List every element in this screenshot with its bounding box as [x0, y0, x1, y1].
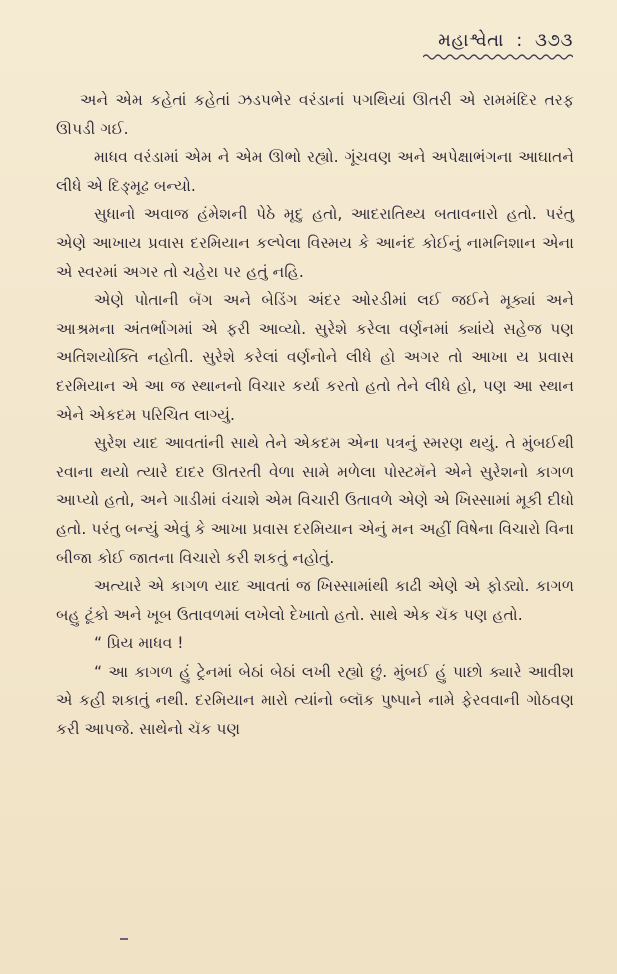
book-title: મહાશ્વેતા: [438, 30, 504, 51]
header-line: [423, 30, 573, 51]
paragraph-1: અને એમ કહેતાં કહેતાં ઝડપભેર વરંડાનાં પગથિયાં ઊતરી એ રામમંદિર તરફ ઊપડી ગઈ.: [56, 91, 574, 138]
paragraph-3: સુધાનો અવાજ હંમેશની પેઠે મૃદુ હતો, આદરાતિથ્ય બતાવનારો હતો. પરંતુ એણે આખાય પ્રવાસ દરમિયાન કલ્પેલા વિસ્મય કે આનંદ કોઈનું નામનિશાન એના એ સ્વરમાં અગર તો ચહેરા પર હતું નહિ.: [56, 205, 574, 281]
paragraph-4: એણે પોતાની બૅગ અને બેડિંગ અંદર ઓરડીમાં લઈ જઈને મૂક્યાં અને આશ્રમના અંતર્ભાગમાં એ ફરી આવ્યો. સુરેશે કરેલા વર્ણનમાં ક્યાંયે સહેજ પણ અતિશયોક્તિ નહોતી. સુરેશે કરેલાં વર્ણનોને લીધે હો અગર તો આખા ય પ્રવાસ દરમિયાન એ આ જ સ્થાનનો વિચાર કર્યા કરતો હતો તેને લીધે હો, પણ આ સ્થાન એને એકદમ પરિચિત લાગ્યું.: [56, 291, 574, 424]
page-number: ૩૭૩: [535, 30, 573, 51]
paragraph-2: માધવ વરંડામાં એમ ને એમ ઊભો રહ્યો. ગૂંચવણ અને અપેક્ષાભંગના આઘાતને લીધે એ દિઙ્મૂઢ બન્યો.: [56, 148, 574, 195]
letter-body: “ આ કાગળ હું ટ્રેનમાં બેઠાં બેઠાં લખી રહ્યો છું. મુંબઈ હું પાછો ક્યારે આવીશ એ કહી શકાતું નથી. દરમિયાન મારો ત્યાંનો બ્લૉક પુષ્પાને નામે ફેરવવાની ગોઠવણ કરી આપજે. સાથેનો ચૅક પણ: [56, 662, 574, 739]
paragraph-5: સુરેશ યાદ આવતાંની સાથે તેને એકદમ એના પત્રનું સ્મરણ થયું. તે મુંબઈથી રવાના થયો ત્યારે દાદર ઊતરતી વેળા સામે મળેલા પોસ્ટમૅને એને સુરેશનો કાગળ આપ્યો હતો, અને ગાડીમાં વંચાશે એમ વિચારી ઉતાવળે એણે એ ખિસ્સામાં મૂકી દીધો હતો. પરંતુ બન્યું એવું કે આખા પ્રવાસ દરમિયાન એનું મન અહીં વિષેના વિચારો વિના બીજા કોઈ જાતના વિચારો કરી શકતું નહોતું.: [56, 434, 574, 567]
page-body: [56, 86, 574, 744]
letter-salutation: “ પ્રિય માધવ !: [94, 634, 184, 653]
running-header: [423, 30, 573, 61]
footer-dash-mark: [120, 938, 128, 940]
wavy-rule-ornament: [423, 53, 573, 61]
paragraph-6: અત્યારે એ કાગળ યાદ આવતાં જ ખિસ્સામાંથી કાઢી એણે એ ફોડ્યો. કાગળ બહુ ટૂંકો અને ખૂબ ઉતાવળમાં લખેલો દેખાતો હતો. સાથે એક ચૅક પણ હતો.: [56, 577, 574, 624]
header-separator: :: [516, 30, 523, 51]
